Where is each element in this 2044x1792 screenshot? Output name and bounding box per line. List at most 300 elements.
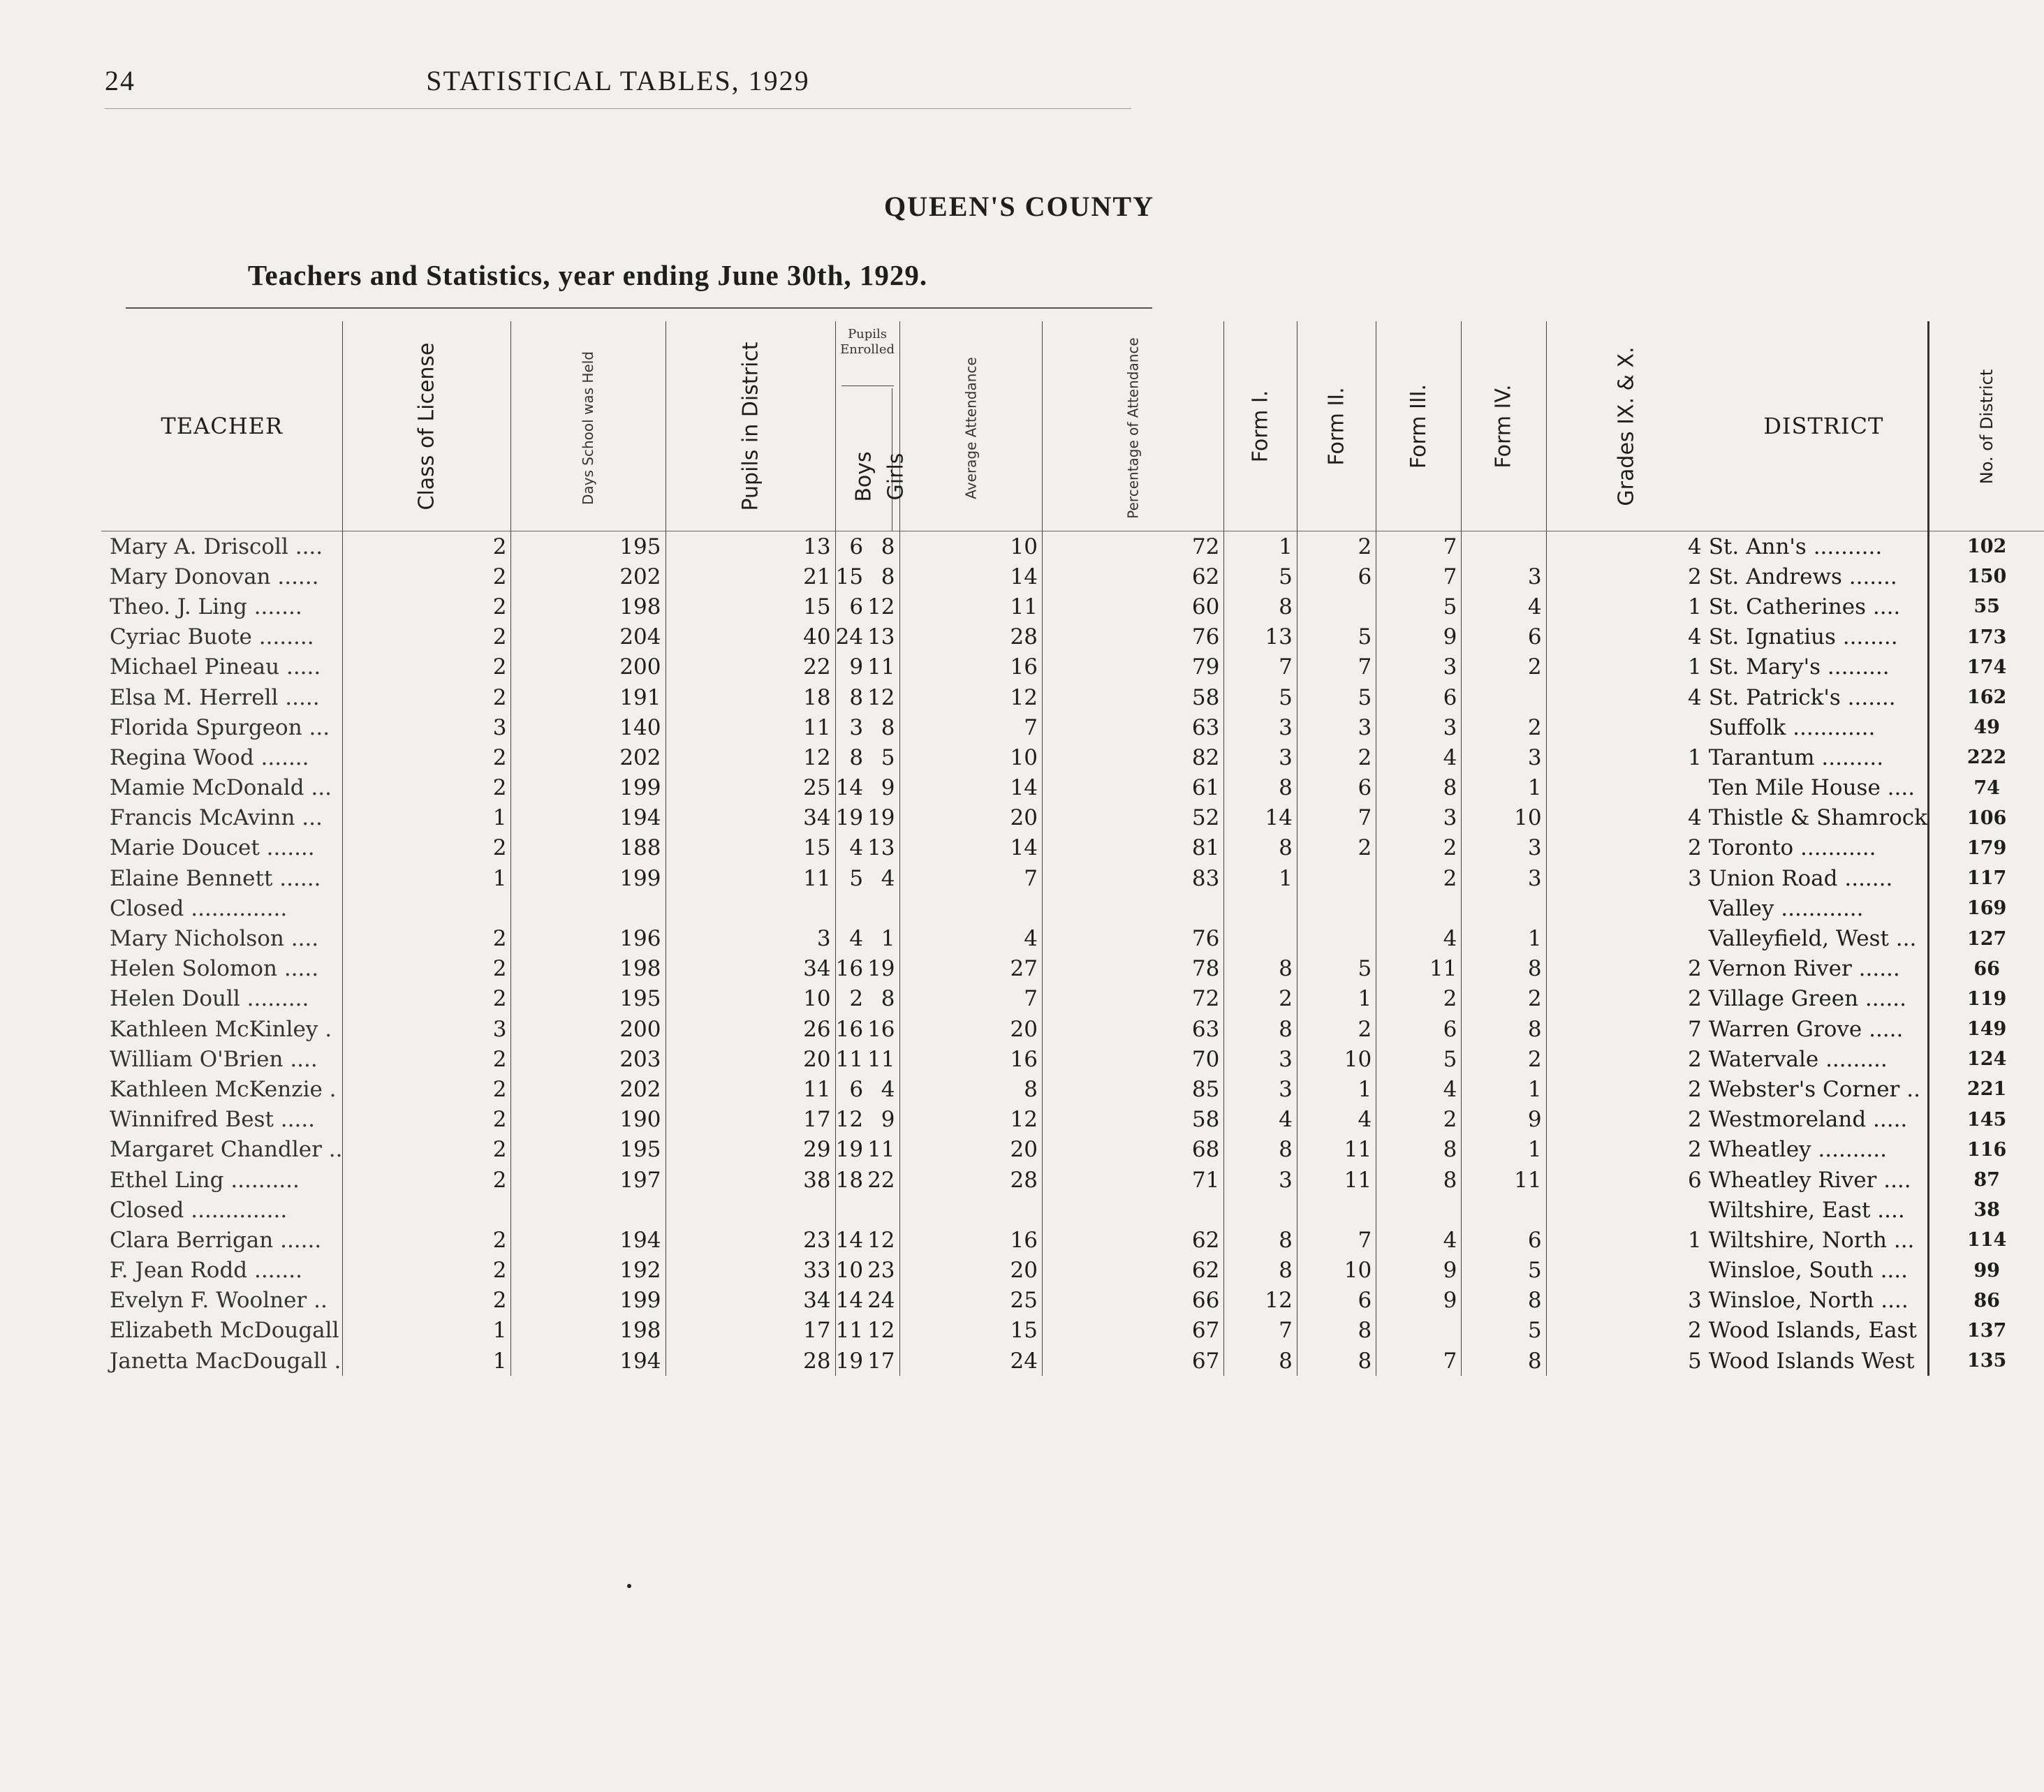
table-row — [101, 954, 2044, 984]
district-cell: Winsloe, South .... — [1708, 1258, 1908, 1284]
form-3-cell — [1376, 1316, 1462, 1346]
pct-attendance-cell: 72 — [1042, 531, 1223, 562]
boys-cell: 18 — [835, 1165, 867, 1195]
girls-cell: 22 — [867, 1167, 895, 1193]
license-cell: 3 — [343, 1014, 511, 1044]
grades-9-10-cell: 2 — [1546, 1074, 1706, 1104]
form-3-cell: 7 — [1376, 531, 1462, 562]
form-3-cell: 2 — [1376, 863, 1462, 893]
table-row — [101, 893, 2044, 923]
form-4-cell: 5 — [1462, 1316, 1546, 1346]
form-4-cell: 2 — [1462, 712, 1546, 742]
teacher-cell: Mary Nicholson .... — [110, 926, 319, 952]
form-1-cell: 8 — [1224, 1256, 1297, 1286]
avg-attendance-cell: 25 — [899, 1286, 1042, 1316]
boys-cell: 16 — [835, 1014, 867, 1044]
pupils-cell: 29 — [666, 1135, 835, 1165]
table-row — [101, 592, 2044, 622]
form-3-cell: 8 — [1376, 1165, 1462, 1195]
girls-cell: 4 — [881, 1076, 895, 1102]
avg-attendance-cell: 16 — [899, 1225, 1042, 1255]
girls-cell: 11 — [867, 654, 895, 680]
header-class-of-license-label: Class of License — [414, 342, 439, 511]
form-4-cell: 8 — [1462, 1286, 1546, 1316]
grades-9-10-cell: 1 — [1546, 652, 1706, 682]
district-cell: Warren Grove ..... — [1708, 1016, 1904, 1042]
form-4-cell: 2 — [1462, 984, 1546, 1014]
boys-cell: 24 — [835, 622, 867, 652]
form-4-cell: 1 — [1462, 773, 1546, 803]
teacher-cell: Elsa M. Herrell ..... — [110, 684, 320, 710]
license-cell: 2 — [343, 622, 511, 652]
form-2-cell: 5 — [1297, 954, 1376, 984]
form-3-cell: 4 — [1376, 742, 1462, 772]
pct-attendance-cell: 63 — [1042, 712, 1223, 742]
form-1-cell: 8 — [1224, 773, 1297, 803]
form-3-cell: 3 — [1376, 652, 1462, 682]
boys-cell: 11 — [835, 1316, 867, 1346]
girls-cell: 13 — [867, 835, 895, 861]
days-cell: 200 — [511, 652, 666, 682]
boys-cell: 10 — [835, 1256, 867, 1286]
table-row — [101, 682, 2044, 712]
running-title: STATISTICAL TABLES, 1929 — [426, 65, 810, 96]
form-2-cell: 2 — [1297, 1014, 1376, 1044]
district-no-cell: 74 — [1928, 773, 2044, 803]
district-cell: Thistle & Shamrock — [1708, 805, 1927, 831]
district-no-cell: 106 — [1928, 803, 2044, 833]
form-2-cell — [1297, 893, 1376, 923]
days-cell: 140 — [511, 712, 666, 742]
table-row — [101, 1135, 2044, 1165]
table-subtitle: Teachers and Statistics, year ending June 30th, 1929. — [247, 259, 928, 291]
license-cell: 2 — [343, 1286, 511, 1316]
grades-9-10-cell: 2 — [1546, 1316, 1706, 1346]
district-no-cell: 49 — [1928, 712, 2044, 742]
form-1-cell: 8 — [1224, 833, 1297, 863]
pct-attendance-cell: 82 — [1042, 742, 1223, 772]
form-3-cell — [1376, 893, 1462, 923]
avg-attendance-cell — [899, 1195, 1042, 1225]
header-row — [101, 321, 2044, 531]
district-cell: Village Green ...... — [1708, 986, 1907, 1012]
avg-attendance-cell: 20 — [899, 1014, 1042, 1044]
grades-9-10-cell: 2 — [1546, 954, 1706, 984]
pupils-cell: 11 — [666, 863, 835, 893]
district-cell: Wiltshire, North ... — [1708, 1227, 1915, 1253]
form-3-cell: 5 — [1376, 592, 1462, 622]
avg-attendance-cell: 8 — [899, 1074, 1042, 1104]
header-average-attendance-label: Average Attendance — [962, 357, 980, 499]
girls-cell: 16 — [867, 1016, 895, 1042]
license-cell: 2 — [343, 984, 511, 1014]
form-1-cell: 2 — [1224, 984, 1297, 1014]
pct-attendance-cell: 61 — [1042, 773, 1223, 803]
pupils-cell: 11 — [666, 712, 835, 742]
form-1-cell: 7 — [1224, 652, 1297, 682]
form-1-cell: 8 — [1224, 592, 1297, 622]
pct-attendance-cell — [1042, 1195, 1223, 1225]
girls-cell: 9 — [881, 1107, 895, 1133]
form-2-cell: 6 — [1297, 1286, 1376, 1316]
pupils-cell: 10 — [666, 984, 835, 1014]
form-2-cell: 7 — [1297, 652, 1376, 682]
avg-attendance-cell: 11 — [899, 592, 1042, 622]
header-pupils-enrolled-label: Pupils Enrolled — [840, 327, 895, 357]
teacher-cell: Francis McAvinn ... — [110, 805, 323, 831]
teacher-cell: Florida Spurgeon ... — [110, 714, 330, 740]
table-row — [101, 1256, 2044, 1286]
boys-cell: 8 — [835, 682, 867, 712]
pct-attendance-cell: 68 — [1042, 1135, 1223, 1165]
grades-9-10-cell: 5 — [1546, 1346, 1706, 1376]
table-row — [101, 1225, 2044, 1255]
license-cell: 2 — [343, 773, 511, 803]
pupils-cell: 33 — [666, 1256, 835, 1286]
boys-cell: 19 — [835, 803, 867, 833]
form-3-cell: 7 — [1376, 1346, 1462, 1376]
pupils-cell: 11 — [666, 1074, 835, 1104]
avg-attendance-cell: 20 — [899, 803, 1042, 833]
form-2-cell — [1297, 923, 1376, 953]
header-days-school-held — [511, 321, 666, 531]
table-row — [101, 833, 2044, 863]
license-cell: 2 — [343, 682, 511, 712]
license-cell: 2 — [343, 1225, 511, 1255]
pupils-cell: 23 — [666, 1225, 835, 1255]
days-cell: 194 — [511, 803, 666, 833]
days-cell: 195 — [511, 984, 666, 1014]
pct-attendance-cell: 70 — [1042, 1044, 1223, 1074]
pupils-cell: 17 — [666, 1316, 835, 1346]
teacher-cell: F. Jean Rodd ....... — [110, 1258, 302, 1284]
header-percentage-attendance — [1042, 321, 1223, 531]
district-no-cell: 124 — [1928, 1044, 2044, 1074]
license-cell: 2 — [343, 1165, 511, 1195]
form-2-cell: 10 — [1297, 1256, 1376, 1286]
form-3-cell: 8 — [1376, 773, 1462, 803]
statistics-table — [101, 321, 2044, 1376]
header-teacher: TEACHER — [101, 321, 343, 531]
header-average-attendance — [899, 321, 1042, 531]
district-cell: Wood Islands, East — [1708, 1318, 1917, 1344]
teacher-cell: Theo. J. Ling ....... — [110, 594, 302, 619]
district-no-cell: 135 — [1928, 1346, 2044, 1376]
avg-attendance-cell: 12 — [899, 1105, 1042, 1135]
avg-attendance-cell: 24 — [899, 1346, 1042, 1376]
form-4-cell: 8 — [1462, 1014, 1546, 1044]
header-form-4 — [1462, 321, 1546, 531]
license-cell: 2 — [343, 1135, 511, 1165]
pct-attendance-cell: 67 — [1042, 1346, 1223, 1376]
days-cell: 198 — [511, 592, 666, 622]
header-district: DISTRICT — [1706, 321, 1929, 531]
form-1-cell: 7 — [1224, 1316, 1297, 1346]
header-pupils-in-district-label: Pupils in District — [738, 341, 763, 511]
avg-attendance-cell: 20 — [899, 1256, 1042, 1286]
girls-cell: 8 — [881, 564, 895, 589]
form-3-cell: 2 — [1376, 984, 1462, 1014]
header-form-1 — [1224, 321, 1297, 531]
girls-cell: 19 — [867, 805, 895, 831]
pupils-cell: 34 — [666, 1286, 835, 1316]
boys-cell: 3 — [835, 712, 867, 742]
table-row — [101, 1014, 2044, 1044]
grades-9-10-cell: 4 — [1546, 531, 1706, 562]
days-cell: 195 — [511, 1135, 666, 1165]
header-girls — [883, 388, 909, 531]
form-1-cell: 12 — [1224, 1286, 1297, 1316]
table-row — [101, 984, 2044, 1014]
boys-cell: 6 — [835, 1074, 867, 1104]
girls-cell: 19 — [867, 956, 895, 982]
pupils-cell: 17 — [666, 1105, 835, 1135]
header-girls-label: Girls — [883, 453, 909, 501]
girls-cell: 12 — [867, 1227, 895, 1253]
district-no-cell: 179 — [1928, 833, 2044, 863]
pupils-cell: 12 — [666, 742, 835, 772]
header-rule — [105, 108, 1131, 109]
license-cell: 1 — [343, 863, 511, 893]
form-3-cell: 9 — [1376, 622, 1462, 652]
license-cell: 2 — [343, 1074, 511, 1104]
boys-cell: 4 — [835, 923, 867, 953]
license-cell: 1 — [343, 1316, 511, 1346]
form-2-cell: 6 — [1297, 773, 1376, 803]
days-cell: 194 — [511, 1225, 666, 1255]
table-row — [101, 923, 2044, 953]
avg-attendance-cell: 12 — [899, 682, 1042, 712]
district-no-cell: 169 — [1928, 893, 2044, 923]
pct-attendance-cell: 62 — [1042, 1225, 1223, 1255]
district-cell: St. Andrews ....... — [1708, 564, 1897, 589]
form-4-cell — [1462, 893, 1546, 923]
pupils-cell: 13 — [666, 531, 835, 562]
boys-cell: 16 — [835, 954, 867, 984]
grades-9-10-cell — [1546, 893, 1706, 923]
form-1-cell: 1 — [1224, 531, 1297, 562]
pct-attendance-cell: 83 — [1042, 863, 1223, 893]
form-4-cell: 3 — [1462, 561, 1546, 592]
girls-cell: 12 — [867, 1318, 895, 1344]
district-no-cell: 38 — [1928, 1195, 2044, 1225]
header-boys-label: Boys — [851, 451, 876, 502]
pct-attendance-cell: 72 — [1042, 984, 1223, 1014]
form-4-cell: 3 — [1462, 863, 1546, 893]
form-2-cell: 11 — [1297, 1165, 1376, 1195]
avg-attendance-cell: 14 — [899, 561, 1042, 592]
boys-cell — [835, 893, 867, 923]
pct-attendance-cell: 78 — [1042, 954, 1223, 984]
header-percentage-attendance-label: Percentage of Attendance — [1124, 337, 1142, 519]
stray-dot — [627, 1584, 631, 1588]
header-form-3-label: Form III. — [1406, 383, 1432, 469]
form-4-cell: 4 — [1462, 592, 1546, 622]
form-2-cell: 3 — [1297, 712, 1376, 742]
form-1-cell — [1224, 1195, 1297, 1225]
district-cell: St. Catherines .... — [1708, 594, 1901, 619]
boys-cell: 14 — [835, 1286, 867, 1316]
days-cell: 199 — [511, 773, 666, 803]
form-4-cell: 9 — [1462, 1105, 1546, 1135]
avg-attendance-cell: 14 — [899, 833, 1042, 863]
form-2-cell: 7 — [1297, 803, 1376, 833]
teacher-cell: Evelyn F. Woolner .. — [110, 1288, 328, 1314]
form-4-cell: 8 — [1462, 954, 1546, 984]
pupils-enrolled-rule — [841, 385, 894, 386]
teacher-cell: Marie Doucet ....... — [110, 835, 315, 861]
pupils-cell — [666, 893, 835, 923]
boys-cell: 2 — [835, 984, 867, 1014]
table-row — [101, 1346, 2044, 1376]
district-cell: Winsloe, North .... — [1708, 1288, 1909, 1314]
district-no-cell: 102 — [1928, 531, 2044, 562]
page-number: 24 — [105, 65, 135, 96]
district-cell: Webster's Corner .. — [1708, 1076, 1920, 1102]
days-cell: 190 — [511, 1105, 666, 1135]
avg-attendance-cell — [899, 893, 1042, 923]
girls-cell: 13 — [867, 624, 895, 650]
header-district-no — [1928, 321, 2044, 531]
avg-attendance-cell: 7 — [899, 712, 1042, 742]
county-title: QUEEN'S COUNTY — [884, 191, 1154, 222]
boys-cell: 6 — [835, 531, 867, 562]
teacher-cell: Mary Donovan ...... — [110, 564, 319, 589]
pct-attendance-cell: 62 — [1042, 561, 1223, 592]
license-cell: 2 — [343, 1044, 511, 1074]
district-cell: Suffolk ............ — [1708, 714, 1876, 740]
form-4-cell: 11 — [1462, 1165, 1546, 1195]
pct-attendance-cell: 62 — [1042, 1256, 1223, 1286]
grades-9-10-cell — [1546, 1195, 1706, 1225]
days-cell: 194 — [511, 1346, 666, 1376]
pct-attendance-cell — [1042, 893, 1223, 923]
form-1-cell — [1224, 893, 1297, 923]
days-cell: 199 — [511, 1286, 666, 1316]
girls-cell: 4 — [881, 865, 895, 891]
license-cell: 2 — [343, 1256, 511, 1286]
girls-cell: 12 — [867, 594, 895, 619]
grades-9-10-cell: 2 — [1546, 984, 1706, 1014]
teacher-cell: Margaret Chandler .. — [110, 1137, 343, 1163]
days-cell — [511, 1195, 666, 1225]
teacher-cell: Cyriac Buote ........ — [110, 624, 314, 650]
pupils-cell: 26 — [666, 1014, 835, 1044]
license-cell: 2 — [343, 561, 511, 592]
district-no-cell: 119 — [1928, 984, 2044, 1014]
form-2-cell: 10 — [1297, 1044, 1376, 1074]
grades-9-10-cell: 4 — [1546, 682, 1706, 712]
teacher-cell: Regina Wood ....... — [110, 744, 309, 770]
table-row — [101, 773, 2044, 803]
table-row — [101, 652, 2044, 682]
grades-9-10-cell: 2 — [1546, 561, 1706, 592]
boys-cell: 5 — [835, 863, 867, 893]
form-4-cell: 1 — [1462, 923, 1546, 953]
pupils-cell: 22 — [666, 652, 835, 682]
form-2-cell: 6 — [1297, 561, 1376, 592]
girls-cell: 12 — [867, 684, 895, 710]
form-3-cell: 3 — [1376, 803, 1462, 833]
district-no-cell: 127 — [1928, 923, 2044, 953]
form-1-cell: 3 — [1224, 1074, 1297, 1104]
district-no-cell: 86 — [1928, 1286, 2044, 1316]
header-class-of-license — [343, 321, 511, 531]
pupils-cell: 20 — [666, 1044, 835, 1074]
form-1-cell: 5 — [1224, 682, 1297, 712]
form-1-cell: 3 — [1224, 1044, 1297, 1074]
form-1-cell: 8 — [1224, 1346, 1297, 1376]
header-form-2-label: Form II. — [1324, 387, 1349, 466]
form-3-cell: 11 — [1376, 954, 1462, 984]
form-3-cell: 2 — [1376, 1105, 1462, 1135]
form-3-cell: 8 — [1376, 1135, 1462, 1165]
table-top-rule — [126, 307, 1152, 309]
days-cell: 202 — [511, 1074, 666, 1104]
district-cell: St. Mary's ......... — [1708, 654, 1890, 680]
form-4-cell — [1462, 682, 1546, 712]
pct-attendance-cell: 76 — [1042, 923, 1223, 953]
table-row — [101, 1195, 2044, 1225]
district-cell: Valleyfield, West ... — [1708, 926, 1917, 952]
avg-attendance-cell: 4 — [899, 923, 1042, 953]
avg-attendance-cell: 28 — [899, 622, 1042, 652]
avg-attendance-cell: 16 — [899, 1044, 1042, 1074]
header-form-3 — [1376, 321, 1462, 531]
table-row — [101, 1105, 2044, 1135]
form-2-cell: 4 — [1297, 1105, 1376, 1135]
district-no-cell: 87 — [1928, 1165, 2044, 1195]
pct-attendance-cell: 52 — [1042, 803, 1223, 833]
district-cell: Ten Mile House .... — [1708, 775, 1916, 801]
avg-attendance-cell: 16 — [899, 652, 1042, 682]
table-row — [101, 1316, 2044, 1346]
grades-9-10-cell — [1546, 1256, 1706, 1286]
pupils-cell: 34 — [666, 803, 835, 833]
pct-attendance-cell: 79 — [1042, 652, 1223, 682]
boys-cell: 4 — [835, 833, 867, 863]
teacher-cell: Helen Solomon ..... — [110, 956, 319, 982]
license-cell: 2 — [343, 954, 511, 984]
days-cell: 188 — [511, 833, 666, 863]
grades-9-10-cell: 2 — [1546, 833, 1706, 863]
table-row — [101, 531, 2044, 562]
pupils-cell: 15 — [666, 592, 835, 622]
girls-cell: 1 — [881, 926, 895, 952]
girls-cell: 11 — [867, 1046, 895, 1072]
days-cell: 198 — [511, 954, 666, 984]
district-cell: Wheatley .......... — [1708, 1137, 1887, 1163]
teacher-cell: Helen Doull ......... — [110, 986, 309, 1012]
form-1-cell: 14 — [1224, 803, 1297, 833]
girls-cell: 8 — [881, 986, 895, 1012]
grades-9-10-cell: 1 — [1546, 742, 1706, 772]
form-3-cell: 4 — [1376, 923, 1462, 953]
pct-attendance-cell: 71 — [1042, 1165, 1223, 1195]
teacher-cell: Elizabeth McDougall — [110, 1318, 339, 1344]
girls-cell: 23 — [867, 1258, 895, 1284]
district-no-cell: 145 — [1928, 1105, 2044, 1135]
form-3-cell: 7 — [1376, 561, 1462, 592]
grades-9-10-cell — [1546, 712, 1706, 742]
district-cell: St. Ignatius ........ — [1708, 624, 1898, 650]
form-3-cell: 4 — [1376, 1074, 1462, 1104]
pct-attendance-cell: 58 — [1042, 682, 1223, 712]
boys-cell: 19 — [835, 1346, 867, 1376]
license-cell — [343, 893, 511, 923]
boys-cell: 14 — [835, 1225, 867, 1255]
district-no-cell: 222 — [1928, 742, 2044, 772]
